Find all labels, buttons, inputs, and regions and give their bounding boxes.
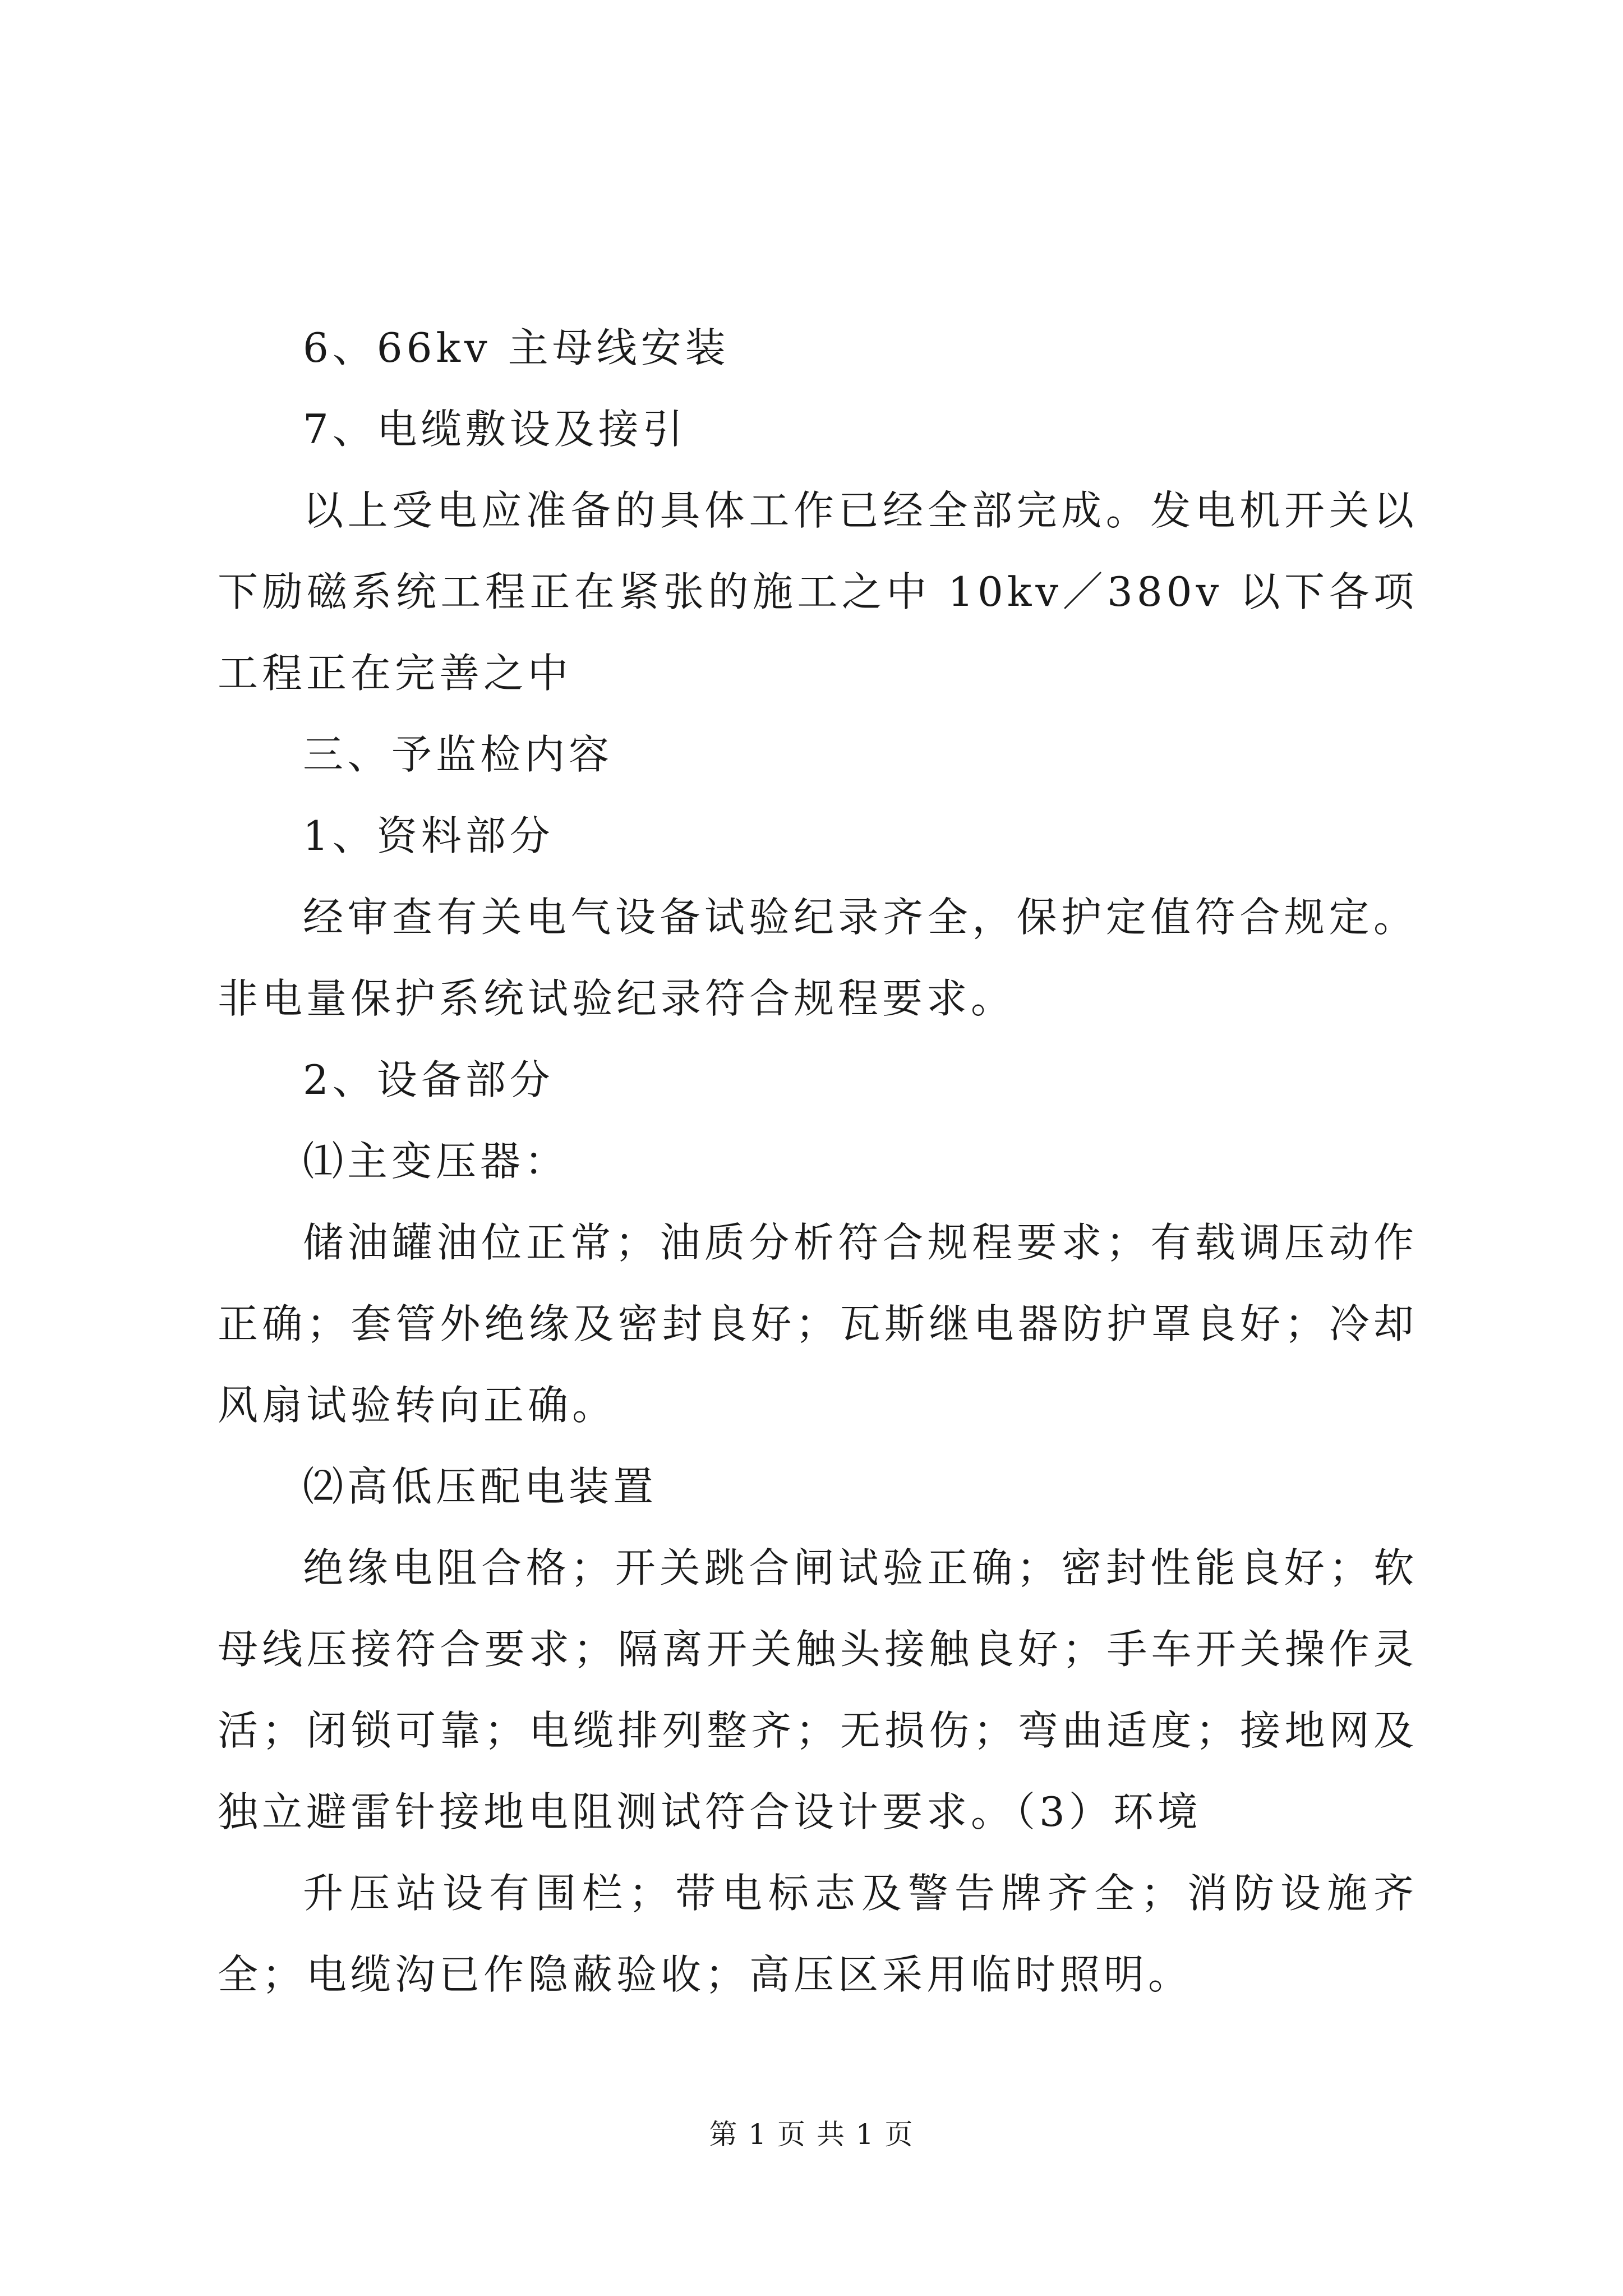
section-heading: 三、予监检内容 <box>303 731 614 778</box>
paragraph-item-7: 7、电缆敷设及接引 <box>303 406 687 453</box>
item-heading-switchgear: ⑵高低压配电装置 <box>303 1463 658 1510</box>
paragraph-materials: 经审查有关电气设备试验纪录齐全，保护定值符合规定。非电量保护系统试验纪录符合规程要求。 <box>218 894 1418 1022</box>
paragraph-transformer: 储油罐油位正常；油质分析符合规程要求；有载调压动作正确；套管外绝缘及密封良好；瓦斯继电器防护罩良好；冷却风扇试验转向正确。 <box>218 1219 1418 1429</box>
subsection-heading-materials: 1、资料部分 <box>303 812 554 859</box>
paragraph-environment: 升压站设有围栏；带电标志及警告牌齐全；消防设施齐全；电缆沟已作隐蔽验收；高压区采用临时照明。 <box>218 1870 1418 1998</box>
subsection-heading-equipment: 2、设备部分 <box>303 1056 554 1103</box>
paragraph-switchgear: 绝缘电阻合格；开关跳合闸试验正确；密封性能良好；软母线压接符合要求；隔离开关触头接触良好；手车开关操作灵活；闭锁可靠；电缆排列整齐；无损伤；弯曲适度；接地网及独立避雷针接地电阻测试符合设计要求。（3）环境 <box>218 1544 1418 1835</box>
paragraph-summary: 以上受电应准备的具体工作已经全部完成。发电机开关以下励磁系统工程正在紧张的施工之中 10kv／380v 以下各项工程正在完善之中 <box>218 487 1418 697</box>
item-heading-transformer: ⑴主变压器： <box>303 1138 569 1185</box>
paragraph-item-6: 6、66kv 主母线安装 <box>303 324 730 371</box>
document-body <box>218 307 1418 2016</box>
page-number-footer: 第 1 页 共 1 页 <box>709 2118 914 2151</box>
